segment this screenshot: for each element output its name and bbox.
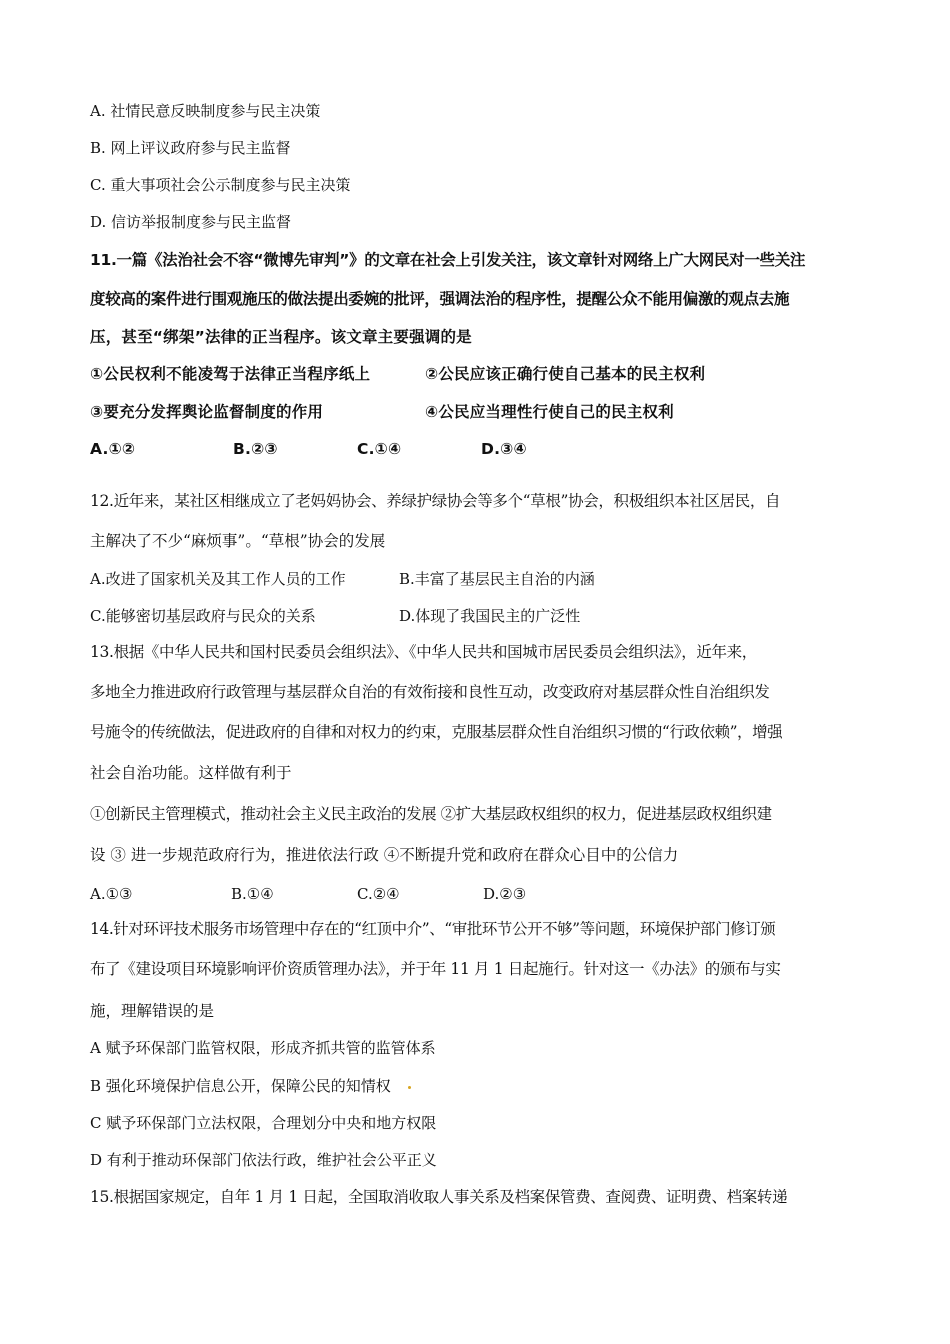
q14-stem-line-2: 布了《建设项目环境影响评价资质管理办法》，并于年 11 月 1 日起施行。针对这一《办法》的颁布与实 — [90, 960, 781, 978]
q14-option-a: A 赋予环保部门监管权限，形成齐抓共管的监管体系 — [90, 1039, 436, 1057]
q13-answer-d: D.②③ — [483, 885, 527, 903]
q13-stem-line-1: 13.根据《中华人民共和国村民委员会组织法》、《中华人民共和国城市居民委员会组织法》，近年来， — [90, 643, 757, 661]
q10-option-c: C. 重大事项社会公示制度参与民主决策 — [90, 176, 351, 194]
q10-option-b: B. 网上评议政府参与民主监督 — [90, 139, 291, 157]
q11-item-4: ④公民应当理性行使自己的民主权利 — [425, 403, 674, 421]
q12-option-b: B.丰富了基层民主自治的内涵 — [399, 570, 595, 588]
q11-answer-c: C.①④ — [357, 440, 402, 458]
q14-option-d: D 有利于推动环保部门依法行政，维护社会公平正义 — [90, 1151, 437, 1169]
q11-item-2: ②公民应该正确行使自己基本的民主权利 — [425, 365, 706, 383]
q12-option-c: C.能够密切基层政府与民众的关系 — [90, 607, 316, 625]
q12-option-d: D.体现了我国民主的广泛性 — [399, 607, 581, 625]
q13-answer-a: A.①③ — [90, 885, 133, 903]
q13-answer-c: C.②④ — [357, 885, 400, 903]
q13-stem-line-4: 社会自治功能。这样做有利于 — [90, 764, 292, 782]
q11-answer-a: A.①② — [90, 440, 136, 458]
q10-option-d: D. 信访举报制度参与民主监督 — [90, 213, 292, 231]
q12-option-a: A.改进了国家机关及其工作人员的工作 — [90, 570, 346, 588]
q10-option-a: A. 社情民意反映制度参与民主决策 — [90, 102, 321, 120]
q11-answer-d: D.③④ — [481, 440, 527, 458]
q11-item-3: ③要充分发挥舆论监督制度的作用 — [90, 403, 324, 421]
q13-answer-b: B.①④ — [231, 885, 274, 903]
q13-stem-line-2: 多地全力推进政府行政管理与基层群众自治的有效衔接和良性互动，改变政府对基层群众性自治组织发 — [90, 683, 770, 701]
q15-stem-line-1: 15.根据国家规定，自年 1 月 1 日起，全国取消收取人事关系及档案保管费、查阅费、证明费、档案转递 — [90, 1188, 788, 1206]
stray-ink-mark — [408, 1086, 411, 1089]
q11-item-1: ①公民权利不能凌驾于法律正当程序纸上 — [90, 365, 371, 383]
q11-stem-line-1: 11.一篇《法治社会不容“微博先审判”》的文章在社会上引发关注，该文章针对网络上广大网民对一些关注 — [90, 251, 806, 269]
q13-items-line-1: ①创新民主管理模式，推动社会主义民主政治的发展 ②扩大基层政权组织的权力，促进基层政权组织建 — [90, 805, 772, 823]
q13-stem-line-3: 号施令的传统做法，促进政府的自律和对权力的约束，克服基层群众性自治组织习惯的“行政依赖”，增强 — [90, 723, 783, 741]
q14-option-c: C 赋予环保部门立法权限，合理划分中央和地方权限 — [90, 1114, 437, 1132]
q11-stem-line-2: 度较高的案件进行围观施压的做法提出委婉的批评，强调法治的程序性，提醒公众不能用偏激的观点去施 — [90, 290, 790, 308]
q14-option-b: B 强化环境保护信息公开，保障公民的知情权 — [90, 1077, 391, 1095]
q11-stem-line-3: 压，甚至“绑架”法律的正当程序。该文章主要强调的是 — [90, 328, 472, 346]
q12-stem-line-2: 主解决了不少“麻烦事”。“草根”协会的发展 — [90, 532, 386, 550]
q11-answer-b: B.②③ — [233, 440, 278, 458]
q13-items-line-2: 设 ③ 进一步规范政府行为，推进依法行政 ④不断提升党和政府在群众心目中的公信力 — [90, 846, 679, 864]
q14-stem-line-1: 14.针对环评技术服务市场管理中存在的“红顶中介”、“审批环节公开不够”等问题，环境保护部门修订颁 — [90, 920, 776, 938]
q14-stem-line-3: 施，理解错误的是 — [90, 1002, 215, 1020]
q12-stem-line-1: 12.近年来，某社区相继成立了老妈妈协会、养绿护绿协会等多个“草根”协会，积极组织本社区居民，自 — [90, 492, 781, 510]
